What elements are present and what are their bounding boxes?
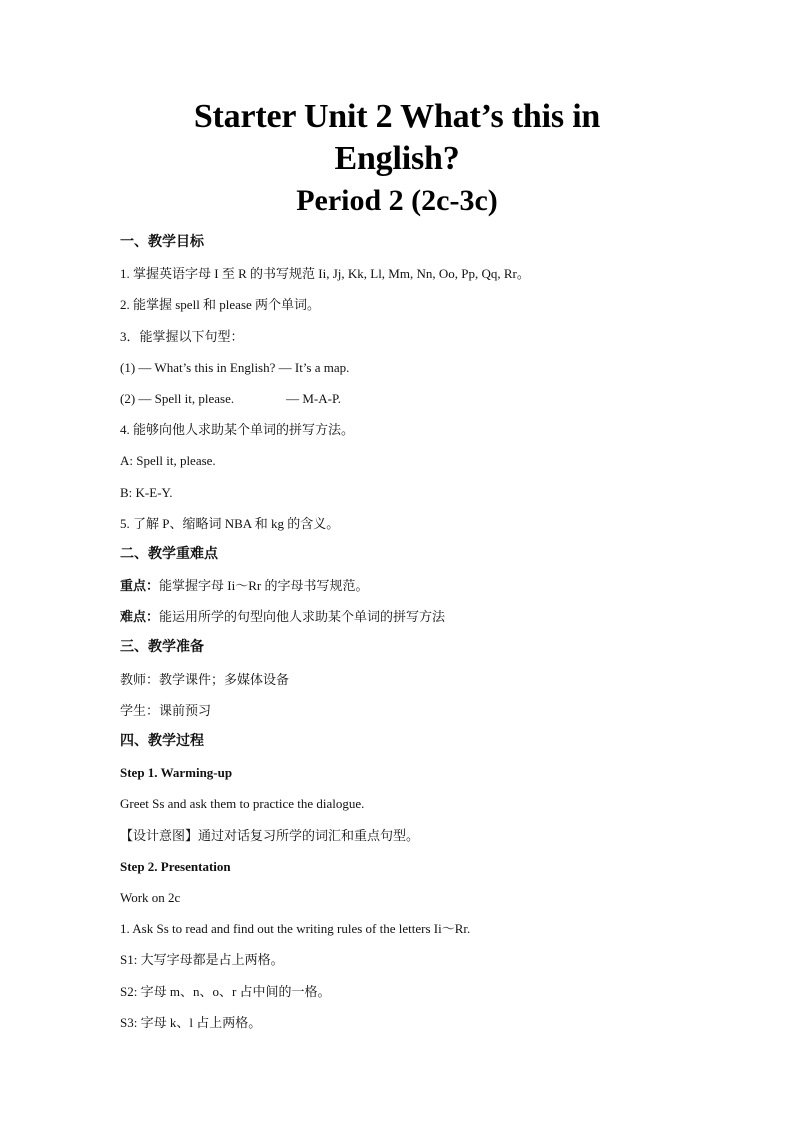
document-title-line2: English? xyxy=(334,140,460,177)
step-1-title: Step 1. Warming-up xyxy=(120,765,233,781)
document-body xyxy=(120,227,720,1038)
section-heading-key-points: 二、教学重难点 xyxy=(120,545,218,562)
preparation-teacher: 教师：教学课件；多媒体设备 xyxy=(120,671,290,687)
step-2-work: Work on 2c xyxy=(120,889,181,905)
step-2-task: 1. Ask Ss to read and find out the writing rules of the letters Ii～Rr. xyxy=(120,921,471,937)
goal-item-2: 2. 能掌握 spell 和 please 两个单词。 xyxy=(120,297,321,313)
goal-item-4-line-a: A: Spell it, please. xyxy=(120,453,216,469)
goal-item-3-sentence-2 xyxy=(120,383,720,414)
document-title-line1: Starter Unit 2 What’s this in xyxy=(193,98,601,135)
student-answer-3: S3: 字母 k、l 占上两格。 xyxy=(120,1014,262,1030)
difficult-point-label: 难点： xyxy=(120,609,160,625)
section-heading-process: 四、教学过程 xyxy=(120,733,204,749)
title-block xyxy=(0,96,794,222)
preparation-student: 学生：课前预习 xyxy=(120,702,212,718)
goal-item-4-line-b: B: K-E-Y. xyxy=(120,484,173,500)
goal-item-3-sentence-1: (1) — What’s this in English? — It’s a map. xyxy=(120,359,350,375)
goal-item-1: 1. 掌握英语字母 I 至 R 的书写规范 Ii, Jj, Kk, Ll, Mm, Nn, Oo, Pp, Qq, Rr。 xyxy=(120,266,530,282)
goal-item-4: 4. 能够向他人求助某个单词的拼写方法。 xyxy=(120,422,355,438)
section-heading-goals: 一、教学目标 xyxy=(120,234,204,250)
document-subtitle: Period 2 (2c-3c) xyxy=(296,184,498,217)
step-1-design-intent: 【设计意图】通过对话复习所学的词汇和重点句型。 xyxy=(120,827,420,843)
step-1-text: Greet Ss and ask them to practice the dialogue. xyxy=(120,796,365,812)
goal-item-3: 3．能掌握以下句型： xyxy=(120,328,244,344)
student-answer-2: S2: 字母 m、n、o、r 占中间的一格。 xyxy=(120,983,331,999)
student-answer-1: S1: 大写字母都是占上两格。 xyxy=(120,952,284,968)
difficult-point-text: 能运用所学的句型向他人求助某个单词的拼写方法 xyxy=(159,609,446,625)
section-heading-preparation: 三、教学准备 xyxy=(120,639,204,656)
sentence-2-answer: — M-A-P. xyxy=(286,390,341,406)
key-point-label: 重点： xyxy=(120,578,160,594)
key-point-text: 能掌握字母 Ii～Rr 的字母书写规范。 xyxy=(159,578,369,594)
goal-item-5: 5. 了解 P、缩略词 NBA 和 kg 的含义。 xyxy=(120,515,340,531)
sentence-2-question: (2) — Spell it, please. xyxy=(120,390,235,406)
key-point xyxy=(120,570,720,601)
step-2-title: Step 2. Presentation xyxy=(120,858,231,874)
difficult-point xyxy=(120,601,720,632)
